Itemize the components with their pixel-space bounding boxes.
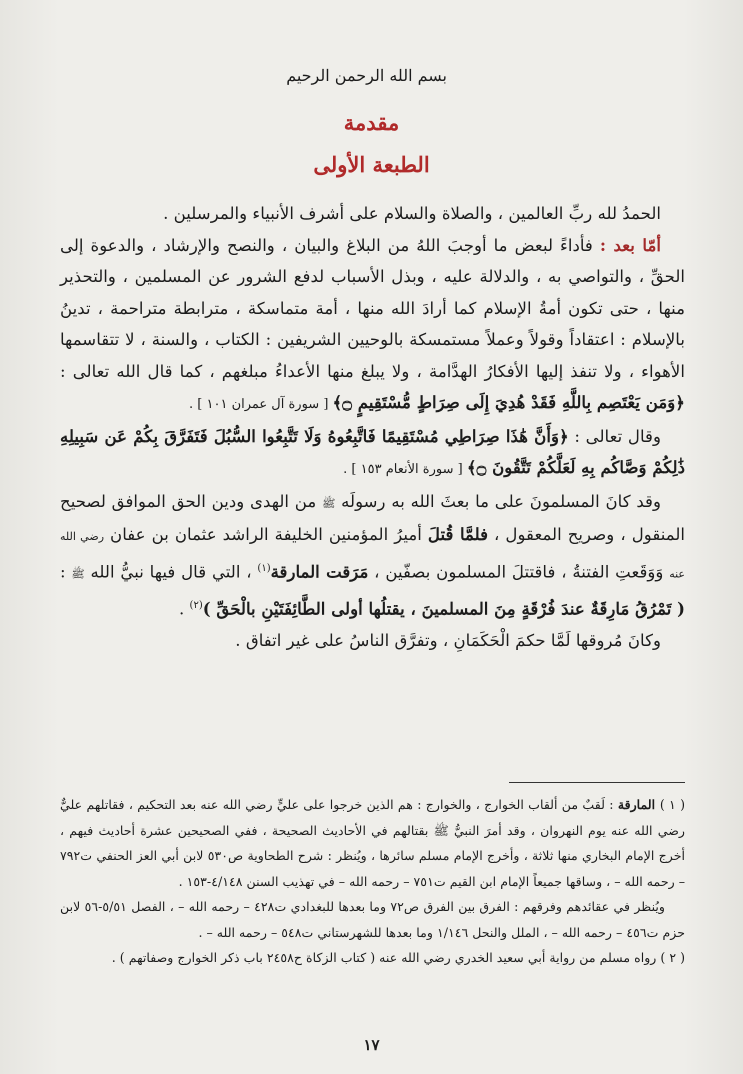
paragraph-lead: أمّا بعد : xyxy=(599,234,661,255)
paragraph-text: وَوَقَعتِ الفتنةُ ، فاقتتلَ المسلمون بصفّين ، xyxy=(368,562,670,582)
footnote-text: : لَقبٌ من ألقاب الخوارج ، والخوارج : هم الذين خرجوا على عليٍّ رضي الله عنه بعد التحكيم ، فقاتلهم عليٌّ رضي الله عنه يوم النهروان ، وقد أمرَ النبيُّ ﷺ بقتالهم في الأحاديث الصحيحة ، ففي الصحيحين عشرة أحاديث فيهم ، أخرج الإمام البخاري منها ثلاثة ، وأخرج الإمام مسلم سائرها ، ويُنظر : شرح الطحاوية ص٥٣٠ لابن أبي العز الحنفي ت٧٩٢ – رحمه الله – ، وساقها جميعاً الإمام ابن القيم ت٧٥١ – رحمه الله – في تهذيب السنن ٤/١٤٨-١٥٣ . xyxy=(60,797,685,889)
honorific: رضي الله عنه xyxy=(60,530,685,581)
paragraph-2 xyxy=(60,230,685,421)
footnote-1-continued: ويُنظر في عقائدهم وفرقهم : الفرق بين الفرق ص٧٢ وما بعدها للبغدادي ت٤٢٨ – رحمه الله – ، الفصل ٥/٥١-٥٦ لابن حزم ت٤٥٦ – رحمه الله – ، الملل والنحل ١/١٤٦ وما بعدها للشهرستاني ت٥٤٨ – رحمه الله – . xyxy=(60,899,685,940)
footnote-2 xyxy=(60,945,685,971)
page-number: ١٧ xyxy=(363,1036,380,1054)
quran-verse: ﴿وَمَن يَعْتَصِم بِاللَّهِ فَقَدْ هُدِيَ إِلَى صِرَاطٍ مُّسْتَقِيمٍ ۝﴾ xyxy=(332,392,685,412)
paragraph-5: وكانَ مُروقها لَمَّا حكمَ الْحَكَمَانِ ، وتفرَّق الناسُ على غير اتفاق . xyxy=(235,630,661,650)
paragraph-text: . xyxy=(178,599,190,619)
honorific: ﷺ xyxy=(71,567,85,581)
footnote-marker[interactable]: (٢) xyxy=(189,599,203,611)
paragraph-3 xyxy=(60,421,685,486)
footnote-1 xyxy=(60,792,685,894)
bold-phrase: فلمَّا قُتلَ xyxy=(427,524,489,544)
paragraph-text: فأداءً لبعض ما أوجبَ اللهُ من البلاغ والبيان ، والنصح والإرشاد ، والدعوة إلى الحقِّ ، والتواصي به ، والدلالة عليه ، وبذل الأسباب لدفع الشرور عن المسلمين ، والتحذير منها ، حتى تكون أمةُ الإسلام كما أرادَ الله منها ، أمة متماسكة ، مترابطة متراحمة ، تدينُ بالإسلام : اعتقاداً وقولاً وعملاً مستمسكة بالوحيين الشريفين : الكتاب ، والسنة ، لا تتقاسمها الأهواء ، ولا تنفذ إليها الأفكارُ الهدَّامة ، ولا يبلغ منها الأعداءُ مبلغهم ، كما قال الله تعالى : xyxy=(60,235,685,381)
quran-verse: ﴿وَأَنَّ هَٰذَا صِرَاطِي مُسْتَقِيمًا فَاتَّبِعُوهُ وَلَا تَتَّبِعُوا السُّبُلَ فَتَفَرَّقَ بِكُمْ عَن سَبِيلِهِ ذَٰلِكُمْ وَصَّاكُم بِهِ لَعَلَّكُمْ تَتَّقُونَ ۝﴾ xyxy=(60,425,685,477)
page-subheading: الطبعة الأولى xyxy=(313,152,430,177)
main-text xyxy=(60,198,685,656)
verse-reference: [ سورة آل عمران ١٠١ ] . xyxy=(189,397,333,412)
paragraph-text: : xyxy=(60,562,72,582)
footnote-text: رواه مسلم من رواية أبي سعيد الخدري رضي الله عنه ( كتاب الزكاة ح٢٤٥٨ باب ذكر الخوارج وصفاتهم ) . xyxy=(111,950,661,965)
footnotes xyxy=(60,792,685,971)
page-heading: مقدمة xyxy=(343,110,400,135)
paragraph-text: وقد كانَ المسلمونَ على ما بعثَ الله به رسولَه xyxy=(335,491,662,511)
paragraph-text: أميرُ المؤمنين الخليفة الراشد عثمان بن عفان xyxy=(104,525,428,544)
bold-phrase: مَرَقت المارقة xyxy=(270,561,369,582)
footnote-number: ( ٢ ) xyxy=(660,950,685,965)
footnote-marker[interactable]: (١) xyxy=(257,562,271,574)
footnote-divider xyxy=(509,782,685,783)
paragraph-text: من الهدى ودين الحق الموافق لصحيح المنقول ، وصريح المعقول ، xyxy=(60,491,685,544)
footnote-number: ( ١ ) xyxy=(659,797,685,812)
verse-reference: [ سورة الأنعام ١٥٣ ] . xyxy=(343,462,467,477)
honorific: ﷺ xyxy=(322,496,336,510)
paragraph-4 xyxy=(60,486,685,625)
paragraph-text: ، التي قال فيها نبيُّ الله xyxy=(84,562,258,582)
hadith-quote: ( تَمْرُقُ مَارِقَةٌ عندَ فُرْقَةٍ مِنَ المسلمينَ ، يقتلُها أولى الطَّائِفَتَيْنِ بالْحَقِّ ) xyxy=(202,598,685,619)
paragraph-text: وقال تعالى : xyxy=(568,426,661,446)
paragraph-1: الحمدُ لله ربِّ العالمين ، والصلاة والسلام على أشرف الأنبياء والمرسلين . xyxy=(163,204,661,223)
basmala: بسم الله الرحمن الرحيم xyxy=(286,66,447,85)
footnote-term: المارقة xyxy=(617,797,660,812)
